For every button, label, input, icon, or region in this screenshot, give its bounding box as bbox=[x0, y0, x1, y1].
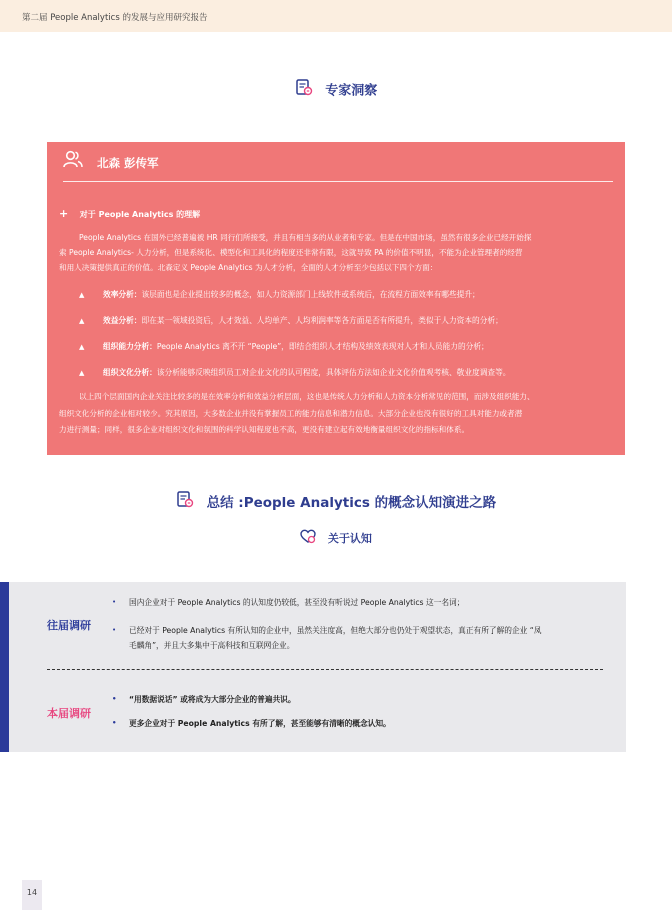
bullet-text: 该层面也是企业提出较多的概念，如人力资源部门上线软件或系统后，在流程方面效率有哪些提升； bbox=[141, 290, 480, 299]
bullet-org-capability bbox=[79, 340, 599, 354]
document-edit-icon bbox=[295, 78, 313, 100]
bullet-dot-icon: • bbox=[112, 598, 117, 606]
bullet-term: 效率分析： bbox=[103, 290, 142, 299]
document-edit-icon bbox=[176, 490, 194, 512]
plus-icon: + bbox=[59, 207, 69, 220]
bullet-text: 即在某一领域投资后，人才效益、人均单产、人均利润率等各方面是否有所提升，类似于人力资本的分析； bbox=[141, 316, 503, 325]
closing-paragraph bbox=[59, 389, 615, 439]
bullet-org-culture bbox=[79, 366, 599, 380]
triangle-icon: ▲ bbox=[79, 291, 85, 299]
users-icon bbox=[63, 150, 83, 176]
list-item-text: 已经对于 People Analytics 有所认知的企业中，虽然关注度高，但绝大部分也仍处于观望状态，真正有所了解的企业 “凤 bbox=[129, 626, 542, 635]
bullet-dot-icon: • bbox=[112, 695, 117, 703]
list-item-text: 毛麟角”，并且大多集中于高科技和互联网企业。 bbox=[129, 641, 295, 650]
section-title-expert bbox=[0, 78, 672, 100]
subsection-title-cognition bbox=[0, 529, 672, 547]
page-number: 14 bbox=[22, 880, 42, 910]
previous-survey-label: 往届调研 bbox=[47, 619, 91, 632]
paragraph-line: People Analytics 在国外已经普遍被 HR 同行们所接受，并且有相当多的从业者和专家。但是在中国市场，虽然有很多企业已经开始探 bbox=[79, 233, 532, 242]
section-title-summary-label: 总结 :People Analytics 的概念认知演进之路 bbox=[206, 495, 497, 511]
bullet-text: People Analytics 离不开 “People”，即结合组织人才结构及绩效表现对人才和人员能力的分析； bbox=[156, 342, 489, 351]
paragraph-line: 组织文化分析的企业相对较少。究其原因，大多数企业并没有掌握员工的能力信息和潜力信息。大部分企业也没有很好的工具对能力或者潜 bbox=[59, 408, 523, 418]
bullet-benefit bbox=[79, 314, 599, 328]
dashed-divider bbox=[47, 669, 603, 670]
subsection-title-cognition-label: 关于认知 bbox=[327, 532, 372, 545]
section-title-summary bbox=[0, 490, 672, 512]
bullet-term: 效益分析： bbox=[103, 316, 142, 325]
section-title-expert-label: 专家洞察 bbox=[325, 83, 378, 99]
triangle-icon: ▲ bbox=[79, 343, 85, 351]
list-item-text: “用数据说话” 或将成为大部分企业的普遍共识。 bbox=[129, 695, 296, 704]
triangle-icon: ▲ bbox=[79, 317, 85, 325]
accent-bar bbox=[0, 582, 9, 752]
triangle-icon: ▲ bbox=[79, 369, 85, 377]
divider bbox=[63, 181, 613, 182]
page-header bbox=[0, 0, 672, 32]
list-item bbox=[112, 692, 609, 707]
list-item-text: 更多企业对于 People Analytics 有所了解，甚至能够有清晰的概念认知。 bbox=[129, 719, 391, 728]
paragraph-line: 索 People Analytics- 人力分析，但是系统化、模型化和工具化的程度还非常有限，这就导致 PA 的价值不明显，不能为企业管理者的经营 bbox=[59, 248, 523, 257]
expert-heading-text: 对于 People Analytics 的理解 bbox=[79, 210, 201, 219]
bullet-efficiency bbox=[79, 288, 599, 302]
paragraph-line: 力进行测量；同样，很多企业对组织文化和氛围的科学认知程度也不高，更没有建立起有效地衡量组织文化的指标和体系。 bbox=[59, 425, 470, 434]
expert-insight-box bbox=[47, 142, 625, 455]
list-item bbox=[112, 595, 609, 610]
expert-name-label: 北森 彭传军 bbox=[97, 156, 159, 170]
report-title: 第二届 People Analytics 的发展与应用研究报告 bbox=[22, 13, 208, 23]
bullet-term: 组织文化分析： bbox=[103, 368, 157, 377]
paragraph-line: 以上四个层面国内企业关注比较多的是在效率分析和效益分析层面，这也是传统人力分析和人力资本分析常见的范围，而涉及组织能力、 bbox=[79, 392, 535, 401]
expert-heading bbox=[59, 206, 200, 223]
bullet-text: 该分析能够反映组织员工对企业文化的认可程度，具体评估方法如企业文化价值观考核、敬业度调查等。 bbox=[156, 368, 511, 377]
bullet-term: 组织能力分析： bbox=[103, 342, 157, 351]
list-item bbox=[112, 623, 609, 653]
bullet-dot-icon: • bbox=[112, 719, 117, 727]
expert-name bbox=[63, 150, 159, 174]
paragraph-line: 和用人决策提供真正的价值。北森定义 People Analytics 为人才分析，全面的人才分析至少包括以下四个方面： bbox=[59, 263, 438, 272]
intro-paragraph bbox=[59, 230, 615, 275]
list-item bbox=[112, 716, 609, 731]
heart-hand-icon bbox=[300, 529, 316, 547]
list-item-text: 国内企业对于 People Analytics 的认知度仍较低，甚至没有听说过 People Analytics 这一名词； bbox=[129, 598, 465, 607]
bullet-dot-icon: • bbox=[112, 626, 117, 634]
current-survey-label: 本届调研 bbox=[47, 707, 91, 720]
